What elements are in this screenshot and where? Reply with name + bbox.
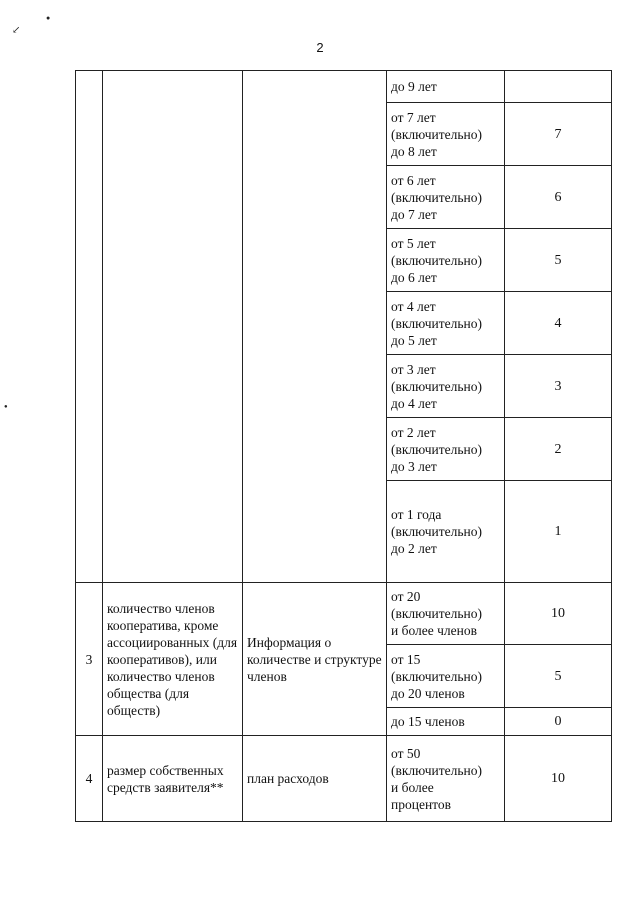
criterion-name: количество членов кооператива, кроме ассоциированных (для кооперативов), или количество членов общества (для обществ) bbox=[103, 583, 243, 736]
score-cell: 1 bbox=[505, 481, 612, 583]
scan-mark-dot: ● bbox=[46, 14, 51, 22]
score-cell: 5 bbox=[505, 645, 612, 708]
criterion-number: 3 bbox=[76, 583, 103, 736]
scan-mark-top-left: ↙ bbox=[12, 25, 21, 36]
score-cell: 4 bbox=[505, 292, 612, 355]
criterion-name-cell bbox=[103, 71, 243, 583]
range-cell: от 50 (включительно) и более процентов bbox=[387, 736, 505, 822]
score-cell bbox=[505, 71, 612, 103]
criterion-document: план расходов bbox=[243, 736, 387, 822]
range-cell: до 9 лет bbox=[387, 71, 505, 103]
range-cell: от 2 лет (включительно) до 3 лет bbox=[387, 418, 505, 481]
range-cell: до 15 членов bbox=[387, 708, 505, 736]
score-cell: 10 bbox=[505, 583, 612, 645]
criterion-document-cell bbox=[243, 71, 387, 583]
score-cell: 2 bbox=[505, 418, 612, 481]
range-cell: от 4 лет (включительно) до 5 лет bbox=[387, 292, 505, 355]
criteria-table bbox=[75, 70, 612, 822]
range-cell: от 5 лет (включительно) до 6 лет bbox=[387, 229, 505, 292]
score-cell: 0 bbox=[505, 708, 612, 736]
criterion-name: размер собственных средств заявителя** bbox=[103, 736, 243, 822]
range-cell: от 1 года (включительно) до 2 лет bbox=[387, 481, 505, 583]
criterion-number-cell bbox=[76, 71, 103, 583]
range-cell: от 20 (включительно) и более членов bbox=[387, 583, 505, 645]
range-cell: от 3 лет (включительно) до 4 лет bbox=[387, 355, 505, 418]
page-number: 2 bbox=[316, 40, 324, 55]
table-row bbox=[76, 71, 612, 103]
range-cell: от 7 лет (включительно) до 8 лет bbox=[387, 103, 505, 166]
score-cell: 10 bbox=[505, 736, 612, 822]
table-row bbox=[76, 583, 612, 645]
score-cell: 5 bbox=[505, 229, 612, 292]
score-cell: 6 bbox=[505, 166, 612, 229]
score-cell: 7 bbox=[505, 103, 612, 166]
range-cell: от 6 лет (включительно) до 7 лет bbox=[387, 166, 505, 229]
criterion-document: Информация о количестве и структуре членов bbox=[243, 583, 387, 736]
criterion-number: 4 bbox=[76, 736, 103, 822]
score-cell: 3 bbox=[505, 355, 612, 418]
range-cell: от 15 (включительно) до 20 членов bbox=[387, 645, 505, 708]
table-row bbox=[76, 736, 612, 822]
scan-mark-left-margin: ● bbox=[4, 404, 8, 410]
